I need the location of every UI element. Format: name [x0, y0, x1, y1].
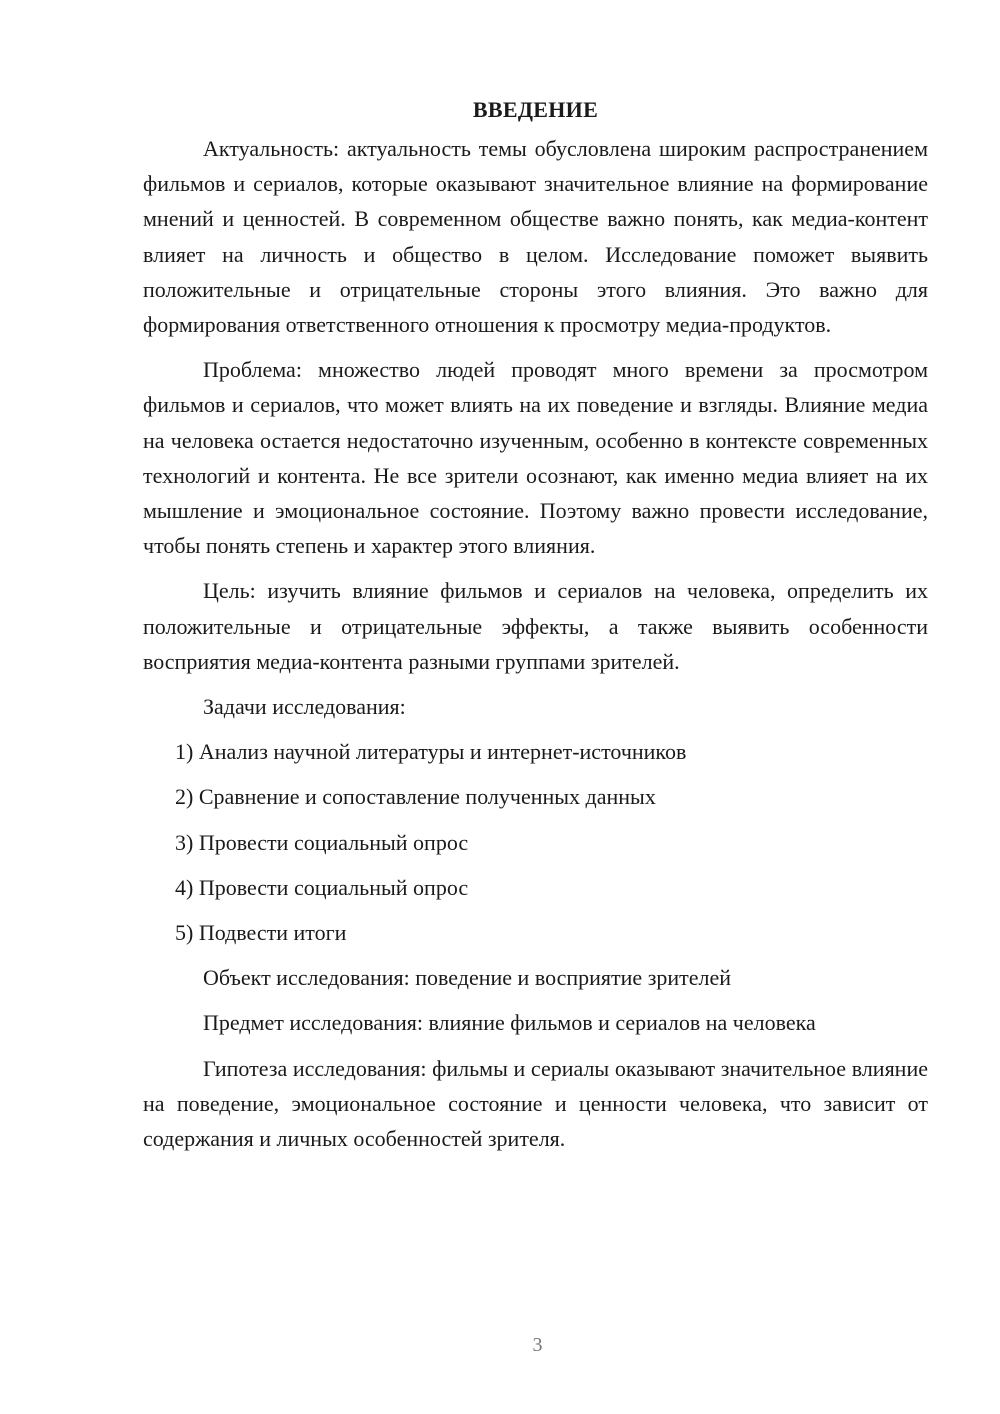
relevance-paragraph: Актуальность: актуальность темы обусловлена широким распространением фильмов и сериалов, которые оказывают значительное влияние на формирование мнений и ценностей. В современном обществе важно понять, как медиа-контент влияет на личность и общество в целом. Исследование поможет выявить положительные и отрицательные стороны этого влияния. Это важно для формирования ответственного отношения к просмотру медиа-продуктов. — [143, 136, 928, 338]
document-page — [143, 92, 928, 1156]
page-title: ВВЕДЕНИЕ — [472, 97, 599, 122]
task-item: 3) Провести социальный опрос — [175, 829, 469, 855]
object-paragraph: Объект исследования: поведение и восприятие зрителей — [203, 965, 732, 991]
task-item: 2) Сравнение и сопоставление полученных данных — [175, 784, 656, 810]
page-number: 3 — [532, 1334, 543, 1356]
goal-paragraph: Цель: изучить влияние фильмов и сериалов на человека, определить их положительные и отрицательные эффекты, а также выявить особенности восприятия медиа-контента разными группами зрителей. — [143, 578, 928, 674]
task-item: 5) Подвести итоги — [175, 920, 347, 946]
hypothesis-paragraph: Гипотеза исследования: фильмы и сериалы оказывают значительное влияние на поведение, эмоциональное состояние и ценности человека, что зависит от содержания и личных особенностей зрителя. — [143, 1055, 928, 1152]
task-item: 4) Провести социальный опрос — [175, 874, 469, 900]
problem-paragraph: Проблема: множество людей проводят много времени за просмотром фильмов и сериалов, что может влиять на их поведение и взгляды. Влияние медиа на человека остается недостаточно изученным, особенно в контексте современных технологий и контента. Не все зрители осознают, как именно медиа влияет на их мышление и эмоциональное состояние. Поэтому важно провести исследование, чтобы понять степень и характер этого влияния. — [143, 357, 928, 559]
subject-paragraph: Предмет исследования: влияние фильмов и сериалов на человека — [203, 1010, 816, 1036]
tasks-heading: Задачи исследования: — [203, 694, 406, 720]
task-item: 1) Анализ научной литературы и интернет-источников — [175, 739, 687, 765]
